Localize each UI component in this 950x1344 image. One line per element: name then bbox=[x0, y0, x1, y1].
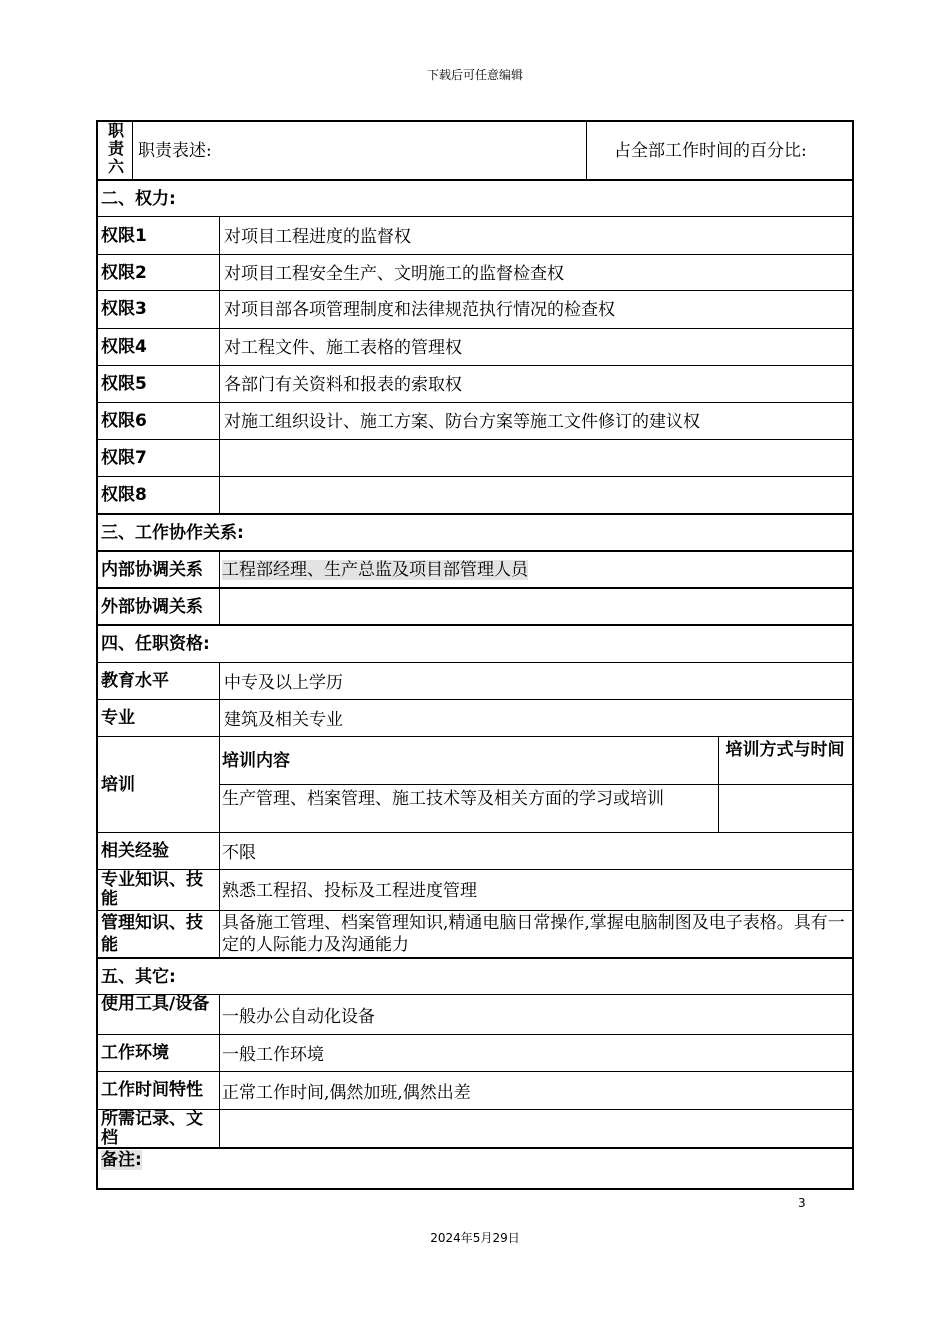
environment-label: 工作环境 bbox=[101, 1043, 169, 1063]
job-description-table: 职 责 六 职责表述: 占全部工作时间的百分比: 二、权力: 权限1 对项目工程进度的监督权 权限2 对项目工程安全生产、文明施工的监督检查权 权限3 对项目部各项管理制度和法律规范执行情况的检查权 权限4 对工程文件、施工表格的管理权 权限5 各部门有关资料和报表的索取权 权限6 对施工组织设计、施工方案、防台方案等施工文件修订的建议权 权限7 权限8 三、工作协作关系: 内部协调关系 工程部经理、生产总监及项目部管理人员 外部协调关系 四、任职资格: 教育水平 中专及以上学历 专业 建筑及相关专业 培训 培训内容 培训方式与时间 生产管理、档案管理、施工技术等及相关方面的学习或培训 相关经验 不限 专业知识、技能 熟悉工程招、投标及工程进度管理 管理知识、技能 具备施工管理、档案管理知识,精通电脑日常操作,掌握电脑制图及电子表格。具有一定的人际能力及沟通能力 五、其它: 使用工具/设备 一般办公自动化设备 工作环境 一般工作环境 工作时间特性 正常工作时间,偶然加班,偶然出差 所需记录、文档 备注: bbox=[96, 122, 854, 1190]
work-time-label: 工作时间特性 bbox=[101, 1080, 203, 1100]
work-time-value: 正常工作时间,偶然加班,偶然出差 bbox=[222, 1083, 471, 1103]
experience-value: 不限 bbox=[222, 843, 256, 863]
training-method bbox=[720, 788, 848, 832]
training-content-header: 培训内容 bbox=[222, 751, 290, 771]
environment-value: 一般工作环境 bbox=[222, 1045, 324, 1065]
training-label: 培训 bbox=[101, 775, 135, 795]
tools-value: 一般办公自动化设备 bbox=[222, 1007, 375, 1027]
management-knowledge-value: 具备施工管理、档案管理知识,精通电脑日常操作,掌握电脑制图及电子表格。具有一定的人际能力及沟通能力 bbox=[222, 913, 845, 955]
section2-title: 二、权力: bbox=[101, 189, 176, 209]
duty6-label: 职 责 六 bbox=[107, 121, 124, 176]
professional-knowledge-value: 熟悉工程招、投标及工程进度管理 bbox=[222, 881, 477, 901]
duty6-description-label: 职责表述: bbox=[138, 141, 212, 161]
professional-knowledge-label: 专业知识、技能 bbox=[101, 870, 203, 909]
tools-label: 使用工具/设备 bbox=[101, 994, 210, 1014]
internal-coordination-value: 工程部经理、生产总监及项目部管理人员 bbox=[222, 559, 528, 580]
external-coordination-label: 外部协调关系 bbox=[101, 597, 203, 617]
remarks-label: 备注: bbox=[101, 1150, 142, 1170]
page-number: 3 bbox=[798, 1196, 806, 1210]
major-value: 建筑及相关专业 bbox=[224, 710, 343, 730]
duty6-percentage-label: 占全部工作时间的百分比: bbox=[614, 141, 807, 161]
records-value bbox=[222, 1112, 842, 1148]
header-note: 下载后可任意编辑 bbox=[426, 68, 523, 82]
training-method-header: 培训方式与时间 bbox=[725, 740, 845, 760]
records-label: 所需记录、文档 bbox=[101, 1109, 203, 1148]
section3-title: 三、工作协作关系: bbox=[101, 523, 244, 543]
education-value: 中专及以上学历 bbox=[224, 673, 343, 693]
section4-title: 四、任职资格: bbox=[101, 634, 210, 654]
footer-date: 2024年5月29日 bbox=[430, 1231, 520, 1245]
training-content: 生产管理、档案管理、施工技术等及相关方面的学习或培训 bbox=[222, 789, 664, 809]
education-label: 教育水平 bbox=[101, 671, 169, 691]
management-knowledge-label: 管理知识、技能 bbox=[101, 913, 203, 955]
experience-label: 相关经验 bbox=[101, 841, 169, 861]
section5-title: 五、其它: bbox=[101, 967, 176, 987]
major-label: 专业 bbox=[101, 708, 135, 728]
internal-coordination-label: 内部协调关系 bbox=[101, 559, 203, 580]
external-coordination-value bbox=[222, 589, 842, 625]
